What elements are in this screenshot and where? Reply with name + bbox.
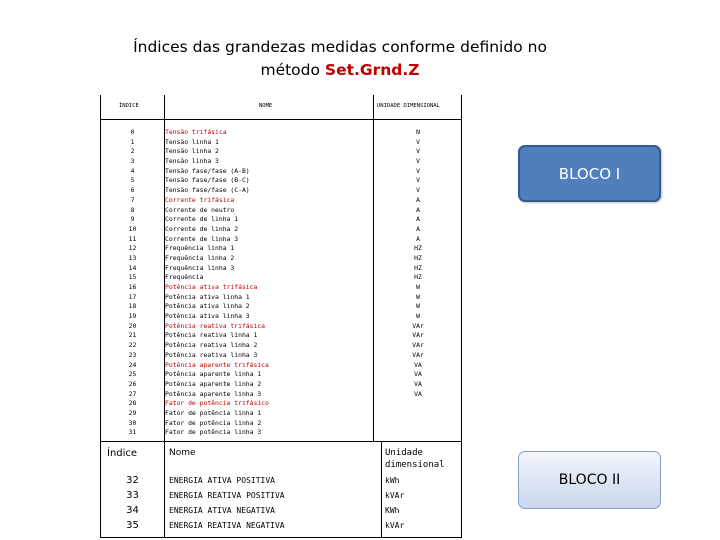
header-unit: Unidade dimensional <box>385 448 445 470</box>
row-unit: HZ <box>414 244 422 253</box>
page-title <box>60 36 620 82</box>
row-unit: KWh <box>385 506 400 515</box>
row-index: 7 <box>130 195 135 204</box>
row-nome: Frequência <box>165 273 204 282</box>
row-index: 10 <box>128 224 137 233</box>
row-nome: Potência reativa linha 1 <box>165 331 258 340</box>
row-unit: A <box>416 224 420 233</box>
table-row <box>101 419 461 429</box>
row-index: 29 <box>128 408 137 417</box>
column-divider <box>164 441 165 537</box>
row-nome: Corrente de linha 1 <box>165 215 239 224</box>
table-row <box>101 157 461 167</box>
table-row <box>101 264 461 274</box>
row-unit: N <box>416 128 420 136</box>
row-index: 4 <box>130 166 135 175</box>
table-row <box>101 409 461 419</box>
row-nome: Potência aparente linha 2 <box>165 379 262 388</box>
row-index: 33 <box>126 490 139 501</box>
table-row <box>101 147 461 157</box>
header-nome: Nome <box>169 448 196 458</box>
table-row <box>101 361 461 371</box>
table-row <box>101 167 461 177</box>
row-unit: W <box>416 283 420 291</box>
table-row <box>101 370 461 380</box>
row-nome: Fator de potência linha 1 <box>165 408 262 417</box>
row-unit: V <box>416 147 420 156</box>
row-index: 17 <box>128 292 137 301</box>
row-index: 24 <box>128 360 137 369</box>
row-nome: Tensão linha 3 <box>165 157 219 166</box>
row-nome: Potência ativa linha 2 <box>165 302 250 311</box>
row-index: 18 <box>128 302 137 311</box>
row-index: 2 <box>130 147 135 156</box>
title-line-2-prefix: método <box>260 61 325 79</box>
table-bloco-1 <box>100 95 462 442</box>
table-row <box>101 196 461 206</box>
row-index: 30 <box>128 418 137 427</box>
table-row <box>101 331 461 341</box>
row-unit: W <box>416 302 420 311</box>
header-index: Índice <box>107 448 138 459</box>
table-row <box>101 138 461 148</box>
row-index: 32 <box>126 475 139 486</box>
row-nome: ENERGIA REATIVA POSITIVA <box>169 491 285 500</box>
row-index: 6 <box>130 186 135 195</box>
row-unit: V <box>416 186 420 195</box>
row-nome: Potência ativa linha 3 <box>165 312 250 321</box>
table-row <box>101 293 461 303</box>
row-nome: Fator de potência trifásico <box>165 399 269 408</box>
row-index: 25 <box>128 370 137 379</box>
table-row <box>101 244 461 254</box>
table-1-body <box>101 128 461 438</box>
row-nome: Fator de potência linha 2 <box>165 418 262 427</box>
table-row <box>101 322 461 332</box>
row-nome: Tensão linha 1 <box>165 137 219 146</box>
row-index: 26 <box>128 379 137 388</box>
row-index: 11 <box>128 234 137 243</box>
row-index: 3 <box>130 157 135 166</box>
row-index: 16 <box>128 283 137 291</box>
bloco-1-label: BLOCO I <box>518 145 661 202</box>
row-unit: VAr <box>412 321 424 330</box>
row-nome: Corrente de neutro <box>165 205 235 214</box>
row-nome: Fator de potência linha 3 <box>165 428 262 437</box>
table-row <box>101 206 461 216</box>
row-unit: V <box>416 166 420 175</box>
table-row <box>101 283 461 293</box>
table-row <box>101 225 461 235</box>
bloco-2-label: BLOCO II <box>518 451 661 509</box>
row-nome: Tensão fase/fase (A-B) <box>165 166 250 175</box>
row-nome: Tensão fase/fase (C-A) <box>165 186 250 195</box>
header-index: ÍNDICE <box>119 103 139 109</box>
row-nome: Potência aparente linha 3 <box>165 389 262 398</box>
row-index: 14 <box>128 263 137 272</box>
table-1-header <box>101 95 461 120</box>
table-row <box>101 341 461 351</box>
row-nome: Corrente trifásica <box>165 195 235 204</box>
row-unit: VA <box>414 360 422 369</box>
row-nome: ENERGIA ATIVA NEGATIVA <box>169 506 275 515</box>
row-index: 22 <box>128 341 137 350</box>
row-index: 27 <box>128 389 137 398</box>
row-index: 9 <box>130 215 135 224</box>
row-nome: ENERGIA REATIVA NEGATIVA <box>169 521 285 530</box>
table-row <box>101 380 461 390</box>
row-unit: HZ <box>414 253 422 262</box>
row-unit: W <box>416 292 420 301</box>
row-index: 8 <box>130 205 135 214</box>
row-unit: VA <box>414 379 422 388</box>
row-unit: W <box>416 312 420 321</box>
row-nome: Potência aparente linha 1 <box>165 370 262 379</box>
table-row <box>101 390 461 400</box>
row-index: 5 <box>130 176 135 185</box>
row-nome: ENERGIA ATIVA POSITIVA <box>169 476 275 485</box>
row-nome: Tensão trifásica <box>165 128 227 136</box>
table-row <box>101 312 461 322</box>
row-nome: Potência reativa linha 3 <box>165 350 258 359</box>
title-line-1: Índices das grandezas medidas conforme definido no <box>133 38 547 56</box>
row-unit: VAr <box>412 341 424 350</box>
row-unit: A <box>416 215 420 224</box>
row-unit: VA <box>414 389 422 398</box>
row-index: 34 <box>126 505 139 516</box>
table-row <box>101 399 461 409</box>
row-unit: VAr <box>412 331 424 340</box>
row-unit: HZ <box>414 263 422 272</box>
row-index: 0 <box>130 128 135 136</box>
row-unit: V <box>416 137 420 146</box>
row-nome: Potência reativa linha 2 <box>165 341 258 350</box>
table-row <box>101 428 461 438</box>
title-method-name: Set.Grnd.Z <box>324 61 420 79</box>
row-index: 28 <box>128 399 137 408</box>
row-unit: kVAr <box>385 491 405 500</box>
row-nome: Corrente de linha 3 <box>165 234 239 243</box>
table-row <box>101 176 461 186</box>
row-unit: kWh <box>385 476 400 485</box>
header-unit: UNIDADE DIMENSIONAL <box>377 103 440 109</box>
row-index: 35 <box>126 520 139 531</box>
table-row <box>101 254 461 264</box>
table-row <box>101 235 461 245</box>
title-line-2 <box>60 59 620 82</box>
row-unit: kVAr <box>385 521 405 530</box>
table-row <box>101 351 461 361</box>
row-unit: VAr <box>412 350 424 359</box>
row-index: 19 <box>128 312 137 321</box>
row-unit: A <box>416 234 420 243</box>
table-row <box>101 273 461 283</box>
row-unit: VA <box>414 370 422 379</box>
row-unit: HZ <box>414 273 422 282</box>
row-nome: Frequência linha 3 <box>165 263 235 272</box>
table-row <box>101 128 461 138</box>
row-index: 1 <box>130 137 135 146</box>
table-bloco-2 <box>100 441 462 538</box>
row-nome: Potência ativa linha 1 <box>165 292 250 301</box>
row-nome: Tensão linha 2 <box>165 147 219 156</box>
row-nome: Potência aparente trifásica <box>165 360 269 369</box>
row-unit: V <box>416 176 420 185</box>
row-nome: Frequência linha 2 <box>165 253 235 262</box>
row-index: 20 <box>128 321 137 330</box>
row-unit: A <box>416 205 420 214</box>
row-nome: Potência reativa trifásica <box>165 321 266 330</box>
row-nome: Corrente de linha 2 <box>165 224 239 233</box>
row-index: 13 <box>128 253 137 262</box>
header-nome: NOME <box>259 103 273 109</box>
row-unit: A <box>416 195 420 204</box>
row-index: 12 <box>128 244 137 253</box>
row-index: 15 <box>128 273 137 282</box>
row-index: 23 <box>128 350 137 359</box>
table-row <box>101 302 461 312</box>
row-index: 21 <box>128 331 137 340</box>
column-divider <box>381 441 382 537</box>
row-nome: Potência ativa trifásica <box>165 283 258 291</box>
row-unit: V <box>416 157 420 166</box>
row-index: 31 <box>128 428 137 437</box>
row-nome: Tensão fase/fase (B-C) <box>165 176 250 185</box>
row-nome: Frequência linha 1 <box>165 244 235 253</box>
table-row <box>101 215 461 225</box>
table-row <box>101 186 461 196</box>
